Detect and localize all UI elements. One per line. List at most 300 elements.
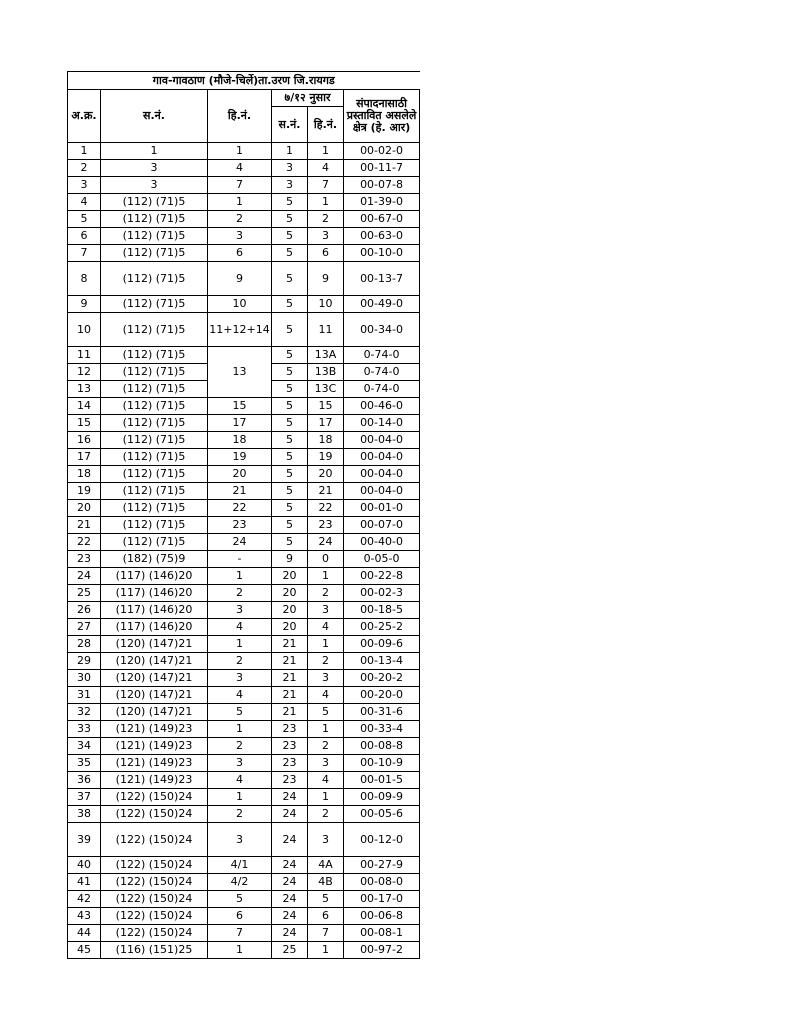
hissa-no-712-cell: 4B — [308, 874, 344, 891]
survey-no-cell: (112) (71)5 — [101, 194, 208, 211]
table-row — [68, 704, 420, 721]
area-cell: 00-18-5 — [344, 602, 420, 619]
table-row — [68, 806, 420, 823]
serial-cell: 15 — [68, 415, 101, 432]
area-cell: 00-11-7 — [344, 160, 420, 177]
survey-no-cell: (112) (71)5 — [101, 517, 208, 534]
survey-no-712-cell: 5 — [272, 194, 308, 211]
area-cell: 00-13-4 — [344, 653, 420, 670]
hissa-no-712-cell: 15 — [308, 398, 344, 415]
survey-no-cell: 3 — [101, 160, 208, 177]
hissa-no-712-cell: 13A — [308, 347, 344, 364]
hissa-no-cell: 2 — [208, 653, 272, 670]
area-cell: 0-74-0 — [344, 364, 420, 381]
serial-cell: 25 — [68, 585, 101, 602]
survey-no-cell: (112) (71)5 — [101, 483, 208, 500]
table-row — [68, 585, 420, 602]
hissa-no-712-cell: 18 — [308, 432, 344, 449]
area-cell: 00-02-3 — [344, 585, 420, 602]
survey-no-cell: (120) (147)21 — [101, 687, 208, 704]
survey-no-cell: (112) (71)5 — [101, 415, 208, 432]
survey-no-cell: (122) (150)24 — [101, 925, 208, 942]
hissa-no-712-cell: 1 — [308, 143, 344, 160]
hissa-no-712-cell: 10 — [308, 296, 344, 313]
hissa-no-712-cell: 3 — [308, 755, 344, 772]
table-row — [68, 517, 420, 534]
serial-cell: 5 — [68, 211, 101, 228]
serial-cell: 35 — [68, 755, 101, 772]
hissa-no-712-cell: 4A — [308, 857, 344, 874]
table-row — [68, 415, 420, 432]
header-area-line3: क्षेत्र (हे. आर) — [352, 121, 411, 134]
area-cell: 00-46-0 — [344, 398, 420, 415]
hissa-no-cell: 1 — [208, 143, 272, 160]
area-cell: 00-27-9 — [344, 857, 420, 874]
serial-cell: 28 — [68, 636, 101, 653]
hissa-no-712-cell: 13C — [308, 381, 344, 398]
survey-no-712-cell: 24 — [272, 874, 308, 891]
hissa-no-712-cell: 6 — [308, 908, 344, 925]
survey-no-712-cell: 23 — [272, 721, 308, 738]
hissa-no-712-cell: 3 — [308, 670, 344, 687]
survey-no-cell: (121) (149)23 — [101, 772, 208, 789]
survey-no-712-cell: 24 — [272, 908, 308, 925]
area-cell: 00-97-2 — [344, 942, 420, 959]
survey-no-cell: (121) (149)23 — [101, 721, 208, 738]
serial-cell: 44 — [68, 925, 101, 942]
area-cell: 00-25-2 — [344, 619, 420, 636]
serial-cell: 12 — [68, 364, 101, 381]
hissa-no-cell: 21 — [208, 483, 272, 500]
survey-no-712-cell: 24 — [272, 806, 308, 823]
area-cell: 00-33-4 — [344, 721, 420, 738]
serial-cell: 33 — [68, 721, 101, 738]
survey-no-712-cell: 20 — [272, 619, 308, 636]
hissa-no-cell: 22 — [208, 500, 272, 517]
survey-no-712-cell: 21 — [272, 704, 308, 721]
survey-no-cell: (112) (71)5 — [101, 534, 208, 551]
survey-no-712-cell: 5 — [272, 245, 308, 262]
serial-cell: 45 — [68, 942, 101, 959]
survey-no-cell: (112) (71)5 — [101, 398, 208, 415]
hissa-no-712-cell: 20 — [308, 466, 344, 483]
survey-no-cell: (112) (71)5 — [101, 466, 208, 483]
serial-cell: 30 — [68, 670, 101, 687]
header-area-line1: संपादनासाठी — [356, 97, 407, 110]
table-row — [68, 211, 420, 228]
survey-no-712-cell: 24 — [272, 789, 308, 806]
area-cell: 00-13-7 — [344, 262, 420, 296]
hissa-no-712-cell: 2 — [308, 806, 344, 823]
area-cell: 00-05-6 — [344, 806, 420, 823]
hissa-no-712-cell: 1 — [308, 194, 344, 211]
survey-no-cell: (122) (150)24 — [101, 891, 208, 908]
hissa-no-cell: 3 — [208, 228, 272, 245]
survey-no-cell: (122) (150)24 — [101, 789, 208, 806]
area-cell: 00-04-0 — [344, 483, 420, 500]
area-cell: 00-67-0 — [344, 211, 420, 228]
survey-no-cell: (112) (71)5 — [101, 347, 208, 364]
hissa-no-712-cell: 7 — [308, 925, 344, 942]
table-row — [68, 874, 420, 891]
survey-no-cell: 1 — [101, 143, 208, 160]
hissa-no-cell: 4/2 — [208, 874, 272, 891]
table-row — [68, 738, 420, 755]
hissa-no-712-cell: 1 — [308, 568, 344, 585]
hissa-no-712-cell: 11 — [308, 313, 344, 347]
survey-no-712-cell: 5 — [272, 534, 308, 551]
hissa-no-cell: 3 — [208, 670, 272, 687]
hissa-no-cell: 3 — [208, 823, 272, 857]
serial-cell: 29 — [68, 653, 101, 670]
table-row — [68, 160, 420, 177]
hissa-no-cell: 1 — [208, 942, 272, 959]
serial-cell: 24 — [68, 568, 101, 585]
table-row — [68, 398, 420, 415]
survey-no-712-cell: 1 — [272, 143, 308, 160]
hissa-no-cell: 3 — [208, 602, 272, 619]
survey-no-712-cell: 23 — [272, 755, 308, 772]
hissa-no-712-cell: 13B — [308, 364, 344, 381]
survey-no-712-cell: 9 — [272, 551, 308, 568]
area-cell: 00-07-0 — [344, 517, 420, 534]
survey-no-cell: (120) (147)21 — [101, 653, 208, 670]
survey-no-712-cell: 5 — [272, 313, 308, 347]
survey-no-cell: (120) (147)21 — [101, 670, 208, 687]
serial-cell: 3 — [68, 177, 101, 194]
table-row — [68, 551, 420, 568]
hissa-no-712-cell: 2 — [308, 738, 344, 755]
table-row — [68, 942, 420, 959]
area-cell: 00-63-0 — [344, 228, 420, 245]
header-survey-no: स.नं. — [101, 90, 208, 143]
area-cell: 00-04-0 — [344, 432, 420, 449]
area-cell: 01-39-0 — [344, 194, 420, 211]
serial-cell: 31 — [68, 687, 101, 704]
serial-cell: 38 — [68, 806, 101, 823]
survey-no-712-cell: 5 — [272, 449, 308, 466]
header-area-line2: प्रस्तावित असलेले — [346, 109, 417, 122]
hissa-no-cell: 13 — [208, 347, 272, 398]
hissa-no-cell: 4/1 — [208, 857, 272, 874]
table-title: गाव-गावठाण (मौजे-चिर्ले)ता.उरण जि.रायगड — [68, 72, 420, 90]
area-cell: 00-49-0 — [344, 296, 420, 313]
serial-cell: 27 — [68, 619, 101, 636]
serial-cell: 37 — [68, 789, 101, 806]
serial-cell: 16 — [68, 432, 101, 449]
survey-no-712-cell: 5 — [272, 211, 308, 228]
survey-no-cell: (120) (147)21 — [101, 636, 208, 653]
hissa-no-cell: 5 — [208, 891, 272, 908]
survey-no-cell: (112) (71)5 — [101, 449, 208, 466]
serial-cell: 13 — [68, 381, 101, 398]
hissa-no-712-cell: 1 — [308, 721, 344, 738]
survey-no-712-cell: 5 — [272, 500, 308, 517]
survey-no-712-cell: 5 — [272, 432, 308, 449]
hissa-no-cell: 2 — [208, 585, 272, 602]
hissa-no-cell: 9 — [208, 262, 272, 296]
survey-no-712-cell: 5 — [272, 483, 308, 500]
area-cell: 00-40-0 — [344, 534, 420, 551]
area-cell: 00-31-6 — [344, 704, 420, 721]
hissa-no-cell: 1 — [208, 789, 272, 806]
survey-no-712-cell: 23 — [272, 772, 308, 789]
serial-cell: 4 — [68, 194, 101, 211]
hissa-no-712-cell: 2 — [308, 585, 344, 602]
hissa-no-cell: 3 — [208, 755, 272, 772]
area-cell: 00-01-5 — [344, 772, 420, 789]
hissa-no-712-cell: 19 — [308, 449, 344, 466]
hissa-no-712-cell: 2 — [308, 211, 344, 228]
area-cell: 0-74-0 — [344, 381, 420, 398]
survey-no-cell: 3 — [101, 177, 208, 194]
hissa-no-cell: 19 — [208, 449, 272, 466]
survey-no-712-cell: 21 — [272, 670, 308, 687]
serial-cell: 14 — [68, 398, 101, 415]
survey-no-712-cell: 5 — [272, 296, 308, 313]
area-cell: 00-10-0 — [344, 245, 420, 262]
table-row — [68, 568, 420, 585]
survey-no-cell: (182) (75)9 — [101, 551, 208, 568]
table-row — [68, 925, 420, 942]
serial-cell: 42 — [68, 891, 101, 908]
survey-no-cell: (112) (71)5 — [101, 364, 208, 381]
area-cell: 00-14-0 — [344, 415, 420, 432]
hissa-no-cell: 15 — [208, 398, 272, 415]
hissa-no-cell: 6 — [208, 908, 272, 925]
survey-no-712-cell: 5 — [272, 398, 308, 415]
hissa-no-cell: 4 — [208, 619, 272, 636]
table-row — [68, 534, 420, 551]
survey-no-cell: (117) (146)20 — [101, 602, 208, 619]
area-cell: 00-08-0 — [344, 874, 420, 891]
serial-cell: 17 — [68, 449, 101, 466]
serial-cell: 11 — [68, 347, 101, 364]
hissa-no-712-cell: 4 — [308, 160, 344, 177]
area-cell: 00-08-1 — [344, 925, 420, 942]
table-row — [68, 177, 420, 194]
table-row — [68, 500, 420, 517]
serial-cell: 21 — [68, 517, 101, 534]
hissa-no-712-cell: 1 — [308, 636, 344, 653]
serial-cell: 1 — [68, 143, 101, 160]
area-cell: 0-74-0 — [344, 347, 420, 364]
hissa-no-712-cell: 5 — [308, 704, 344, 721]
table-row — [68, 432, 420, 449]
hissa-no-cell: 4 — [208, 772, 272, 789]
area-cell: 00-09-9 — [344, 789, 420, 806]
header-hissa-no: हि.नं. — [208, 90, 272, 143]
survey-no-cell: (122) (150)24 — [101, 806, 208, 823]
serial-cell: 23 — [68, 551, 101, 568]
header-proposed-area — [344, 90, 420, 143]
hissa-no-712-cell: 24 — [308, 534, 344, 551]
table-row — [68, 789, 420, 806]
table-row — [68, 670, 420, 687]
hissa-no-cell: 1 — [208, 568, 272, 585]
survey-no-cell: (112) (71)5 — [101, 381, 208, 398]
survey-no-cell: (122) (150)24 — [101, 908, 208, 925]
hissa-no-712-cell: 4 — [308, 687, 344, 704]
survey-no-712-cell: 21 — [272, 653, 308, 670]
table-row — [68, 483, 420, 500]
area-cell: 00-17-0 — [344, 891, 420, 908]
land-acquisition-table — [67, 71, 420, 959]
table-row — [68, 636, 420, 653]
survey-no-712-cell: 20 — [272, 602, 308, 619]
table-row — [68, 857, 420, 874]
area-cell: 00-10-9 — [344, 755, 420, 772]
survey-no-712-cell: 24 — [272, 823, 308, 857]
area-cell: 00-01-0 — [344, 500, 420, 517]
hissa-no-712-cell: 7 — [308, 177, 344, 194]
hissa-no-712-cell: 22 — [308, 500, 344, 517]
serial-cell: 10 — [68, 313, 101, 347]
survey-no-cell: (116) (151)25 — [101, 942, 208, 959]
hissa-no-cell: 17 — [208, 415, 272, 432]
header-survey-no-712: स.नं. — [272, 107, 308, 143]
table-row — [68, 602, 420, 619]
table-row — [68, 619, 420, 636]
survey-no-712-cell: 20 — [272, 568, 308, 585]
survey-no-cell: (117) (146)20 — [101, 585, 208, 602]
area-cell: 00-04-0 — [344, 449, 420, 466]
survey-no-cell: (112) (71)5 — [101, 500, 208, 517]
hissa-no-712-cell: 5 — [308, 891, 344, 908]
survey-no-712-cell: 24 — [272, 891, 308, 908]
area-cell: 00-20-2 — [344, 670, 420, 687]
hissa-no-712-cell: 17 — [308, 415, 344, 432]
table-row — [68, 143, 420, 160]
header-group-712: ७/१२ नुसार — [272, 90, 344, 107]
serial-cell: 32 — [68, 704, 101, 721]
survey-no-cell: (112) (71)5 — [101, 211, 208, 228]
hissa-no-712-cell: 4 — [308, 772, 344, 789]
serial-cell: 7 — [68, 245, 101, 262]
hissa-no-712-cell: 1 — [308, 942, 344, 959]
hissa-no-cell: 10 — [208, 296, 272, 313]
serial-cell: 40 — [68, 857, 101, 874]
survey-no-712-cell: 25 — [272, 942, 308, 959]
hissa-no-cell: 20 — [208, 466, 272, 483]
survey-no-cell: (121) (149)23 — [101, 755, 208, 772]
hissa-no-cell: 5 — [208, 704, 272, 721]
table-row — [68, 313, 420, 347]
header-hissa-no-712: हि.नं. — [308, 107, 344, 143]
survey-no-cell: (112) (71)5 — [101, 432, 208, 449]
table-row — [68, 466, 420, 483]
table-row — [68, 755, 420, 772]
hissa-no-712-cell: 3 — [308, 228, 344, 245]
serial-cell: 6 — [68, 228, 101, 245]
hissa-no-712-cell: 9 — [308, 262, 344, 296]
hissa-no-cell: 7 — [208, 925, 272, 942]
hissa-no-cell: 24 — [208, 534, 272, 551]
serial-cell: 43 — [68, 908, 101, 925]
serial-cell: 34 — [68, 738, 101, 755]
hissa-no-cell: 6 — [208, 245, 272, 262]
table-row — [68, 347, 420, 364]
hissa-no-712-cell: 6 — [308, 245, 344, 262]
survey-no-712-cell: 21 — [272, 687, 308, 704]
hissa-no-cell: 1 — [208, 721, 272, 738]
survey-no-cell: (122) (150)24 — [101, 857, 208, 874]
table-row — [68, 687, 420, 704]
hissa-no-cell: 2 — [208, 806, 272, 823]
header-serial: अ.क्र. — [68, 90, 101, 143]
hissa-no-712-cell: 3 — [308, 602, 344, 619]
table-row — [68, 194, 420, 211]
table-row — [68, 721, 420, 738]
serial-cell: 20 — [68, 500, 101, 517]
table-row — [68, 449, 420, 466]
hissa-no-cell: 4 — [208, 687, 272, 704]
survey-no-712-cell: 24 — [272, 925, 308, 942]
hissa-no-712-cell: 0 — [308, 551, 344, 568]
hissa-no-cell: 23 — [208, 517, 272, 534]
survey-no-cell: (112) (71)5 — [101, 228, 208, 245]
hissa-no-cell: 1 — [208, 194, 272, 211]
survey-no-712-cell: 3 — [272, 177, 308, 194]
hissa-no-712-cell: 4 — [308, 619, 344, 636]
survey-no-cell: (122) (150)24 — [101, 823, 208, 857]
area-cell: 00-08-8 — [344, 738, 420, 755]
table-row — [68, 296, 420, 313]
survey-no-cell: (112) (71)5 — [101, 262, 208, 296]
serial-cell: 8 — [68, 262, 101, 296]
hissa-no-712-cell: 3 — [308, 823, 344, 857]
hissa-no-712-cell: 23 — [308, 517, 344, 534]
survey-no-712-cell: 5 — [272, 381, 308, 398]
area-cell: 00-20-0 — [344, 687, 420, 704]
survey-no-cell: (112) (71)5 — [101, 245, 208, 262]
survey-no-712-cell: 5 — [272, 364, 308, 381]
survey-no-712-cell: 5 — [272, 415, 308, 432]
hissa-no-712-cell: 1 — [308, 789, 344, 806]
hissa-no-cell: 2 — [208, 738, 272, 755]
hissa-no-cell: - — [208, 551, 272, 568]
hissa-no-cell: 11+12+14 — [208, 313, 272, 347]
survey-no-cell: (122) (150)24 — [101, 874, 208, 891]
area-cell: 00-07-8 — [344, 177, 420, 194]
survey-no-712-cell: 5 — [272, 262, 308, 296]
hissa-no-cell: 4 — [208, 160, 272, 177]
serial-cell: 26 — [68, 602, 101, 619]
survey-no-712-cell: 5 — [272, 347, 308, 364]
survey-no-cell: (117) (146)20 — [101, 619, 208, 636]
serial-cell: 2 — [68, 160, 101, 177]
table-body — [68, 143, 420, 959]
area-cell: 00-06-8 — [344, 908, 420, 925]
survey-no-cell: (117) (146)20 — [101, 568, 208, 585]
serial-cell: 39 — [68, 823, 101, 857]
serial-cell: 19 — [68, 483, 101, 500]
table-row — [68, 772, 420, 789]
hissa-no-cell: 18 — [208, 432, 272, 449]
table-row — [68, 823, 420, 857]
survey-no-712-cell: 5 — [272, 466, 308, 483]
survey-no-712-cell: 23 — [272, 738, 308, 755]
area-cell: 00-04-0 — [344, 466, 420, 483]
hissa-no-cell: 2 — [208, 211, 272, 228]
serial-cell: 18 — [68, 466, 101, 483]
area-cell: 00-22-8 — [344, 568, 420, 585]
hissa-no-cell: 7 — [208, 177, 272, 194]
table-row — [68, 908, 420, 925]
hissa-no-712-cell: 2 — [308, 653, 344, 670]
survey-no-cell: (121) (149)23 — [101, 738, 208, 755]
table-row — [68, 262, 420, 296]
